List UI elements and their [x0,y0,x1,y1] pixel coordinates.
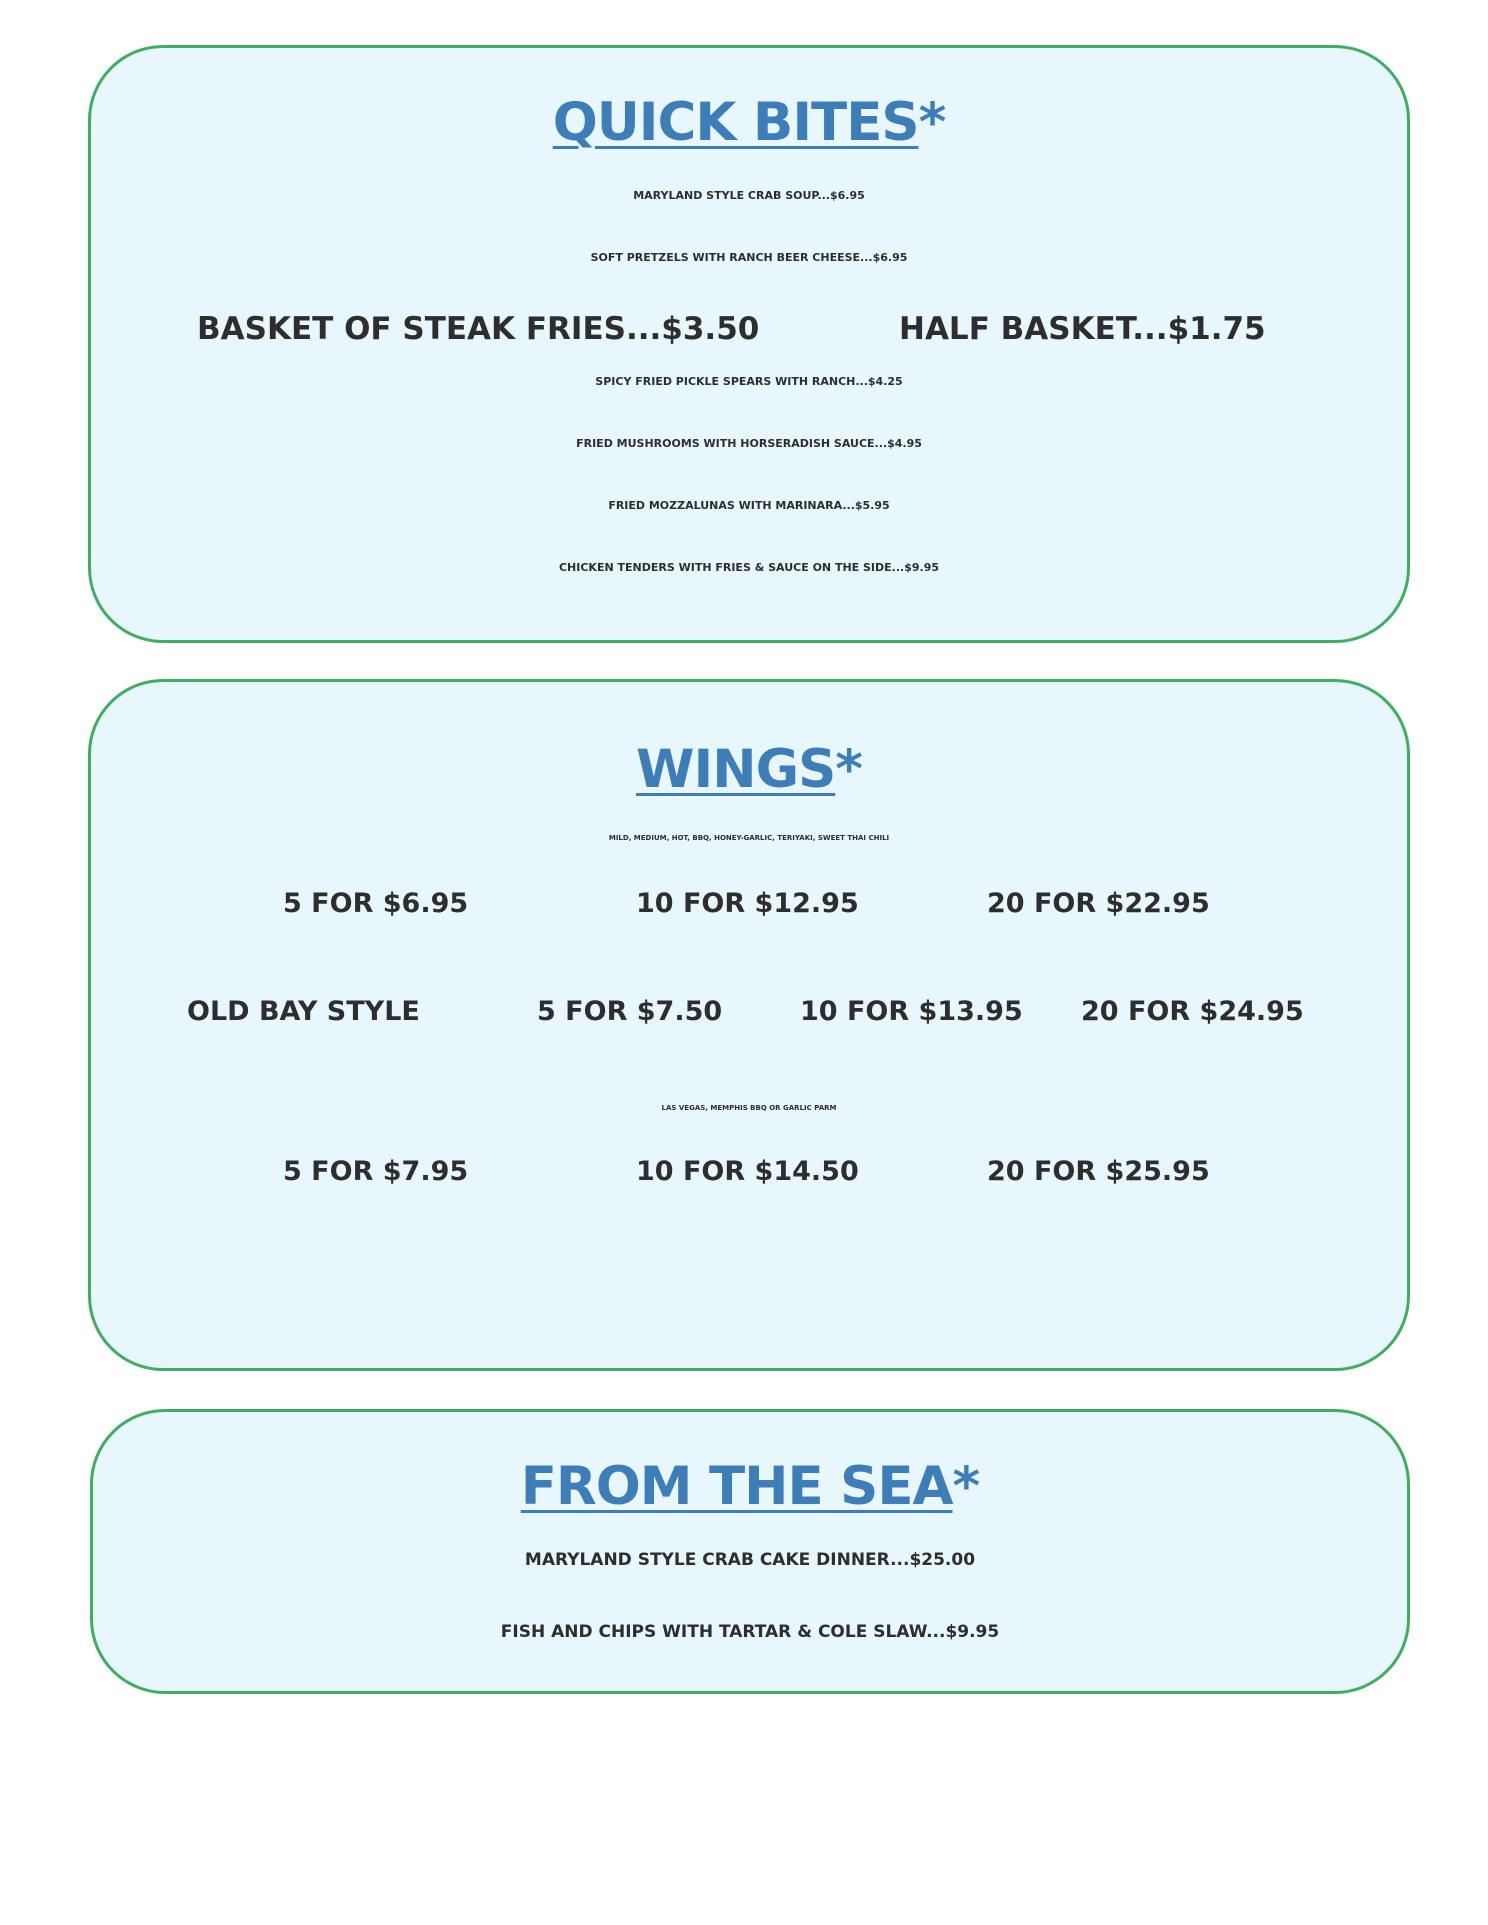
wings-title: WINGS [636,739,836,800]
quick-bites-title: QUICK BITES [552,92,919,153]
from-the-sea-item: MARYLAND STYLE CRAB CAKE DINNER...$25.00 [524,1550,976,1570]
quick-bites-item: FRIED MUSHROOMS WITH HORSERADISH SAUCE...$4.95 [576,437,922,450]
wings-price: 20 FOR $25.95 [987,1156,1210,1187]
quick-bites-item: CHICKEN TENDERS WITH FRIES & SAUCE ON THE SIDE...$9.95 [558,561,939,574]
quick-bites-item: BASKET OF STEAK FRIES...$3.50 [197,311,760,347]
from-the-sea-panel [90,1409,1410,1694]
wings-price: 5 FOR $7.50 [537,996,723,1027]
wings-flavors-line: MILD, MEDIUM, HOT, BBQ, HONEY-GARLIC, TERIYAKI, SWEET THAI CHILI [608,834,890,842]
quick-bites-panel [88,45,1410,643]
wings-price: 5 FOR $6.95 [283,888,469,919]
quick-bites-heading [91,92,1407,153]
wings-heading [91,739,1407,800]
wings-price: 20 FOR $22.95 [987,888,1210,919]
from-the-sea-item: FISH AND CHIPS WITH TARTAR & COLE SLAW...$9.95 [500,1622,1000,1642]
wings-price: 10 FOR $14.50 [636,1156,859,1187]
quick-bites-star: * [918,92,946,153]
wings-price: 10 FOR $12.95 [636,888,859,919]
wings-panel [88,679,1410,1371]
wings-price: 10 FOR $13.95 [800,996,1023,1027]
from-the-sea-star: * [952,1456,980,1517]
quick-bites-item: SPICY FRIED PICKLE SPEARS WITH RANCH...$4.25 [595,375,903,388]
wings-flavors-line: LAS VEGAS, MEMPHIS BBQ OR GARLIC PARM [661,1104,837,1112]
from-the-sea-title: FROM THE SEA [520,1456,953,1517]
from-the-sea-heading [93,1456,1407,1517]
wings-star: * [835,739,862,800]
quick-bites-item: HALF BASKET...$1.75 [899,311,1266,347]
quick-bites-item: SOFT PRETZELS WITH RANCH BEER CHEESE...$6.95 [590,251,908,264]
wings-price: 20 FOR $24.95 [1081,996,1304,1027]
quick-bites-item: MARYLAND STYLE CRAB SOUP...$6.95 [633,189,865,202]
wings-price: 5 FOR $7.95 [283,1156,469,1187]
wings-old-bay-label: OLD BAY STYLE [187,996,420,1027]
quick-bites-item: FRIED MOZZALUNAS WITH MARINARA...$5.95 [608,499,890,512]
